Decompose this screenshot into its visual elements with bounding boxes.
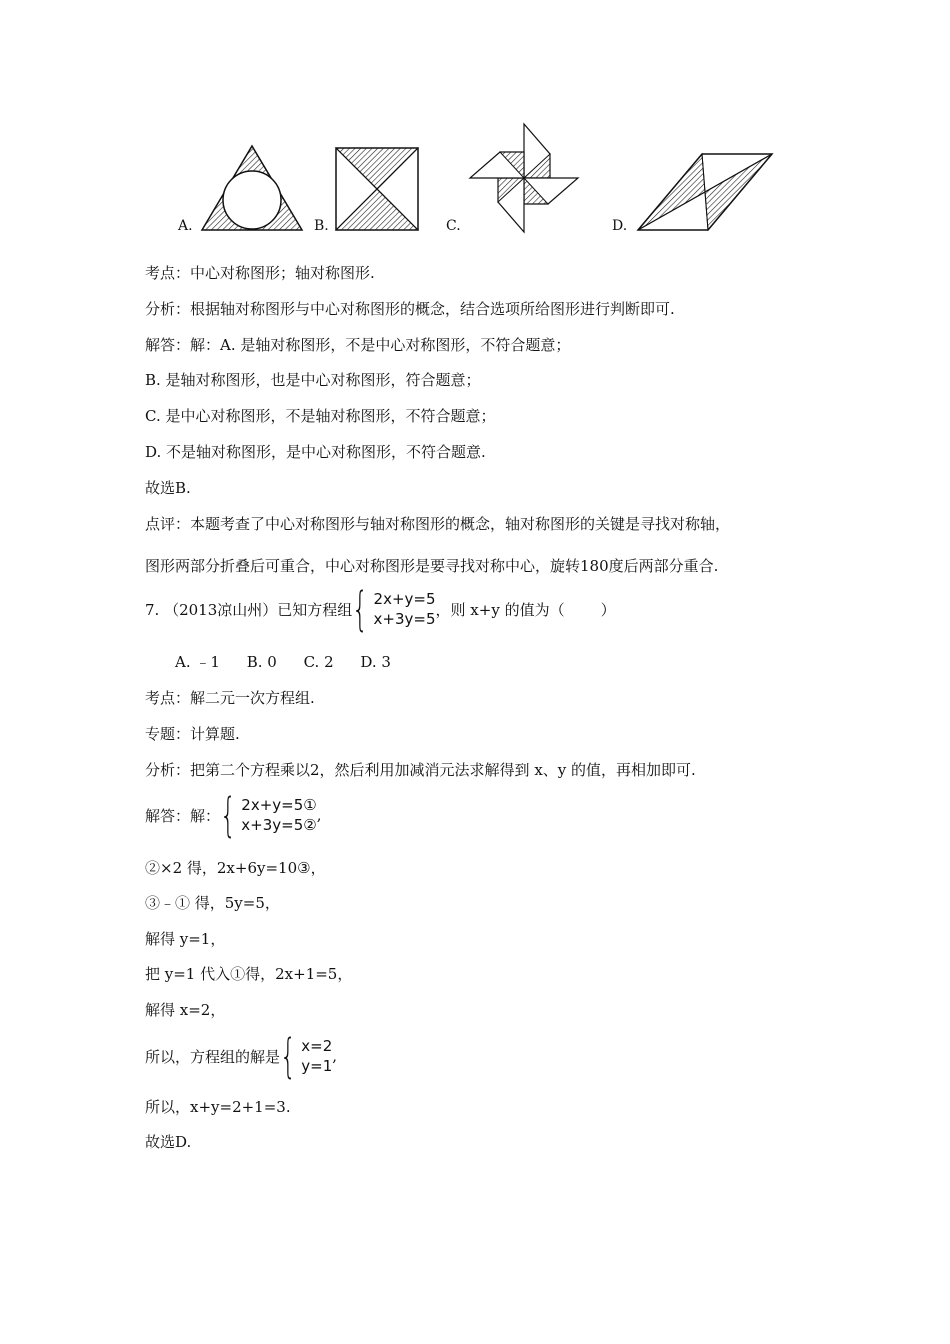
- q7-stem-close: ）: [600, 600, 616, 619]
- q6-kaodian: 考点：中心对称图形；轴对称图形.: [145, 264, 375, 282]
- q6-fenxi: 分析：根据轴对称图形与中心对称图形的概念，结合选项所给图形进行判断即可.: [145, 300, 675, 318]
- q7-zhuanti: 专题：计算题.: [145, 725, 240, 743]
- q7-jieda-eq2: x+3y=5②: [241, 816, 317, 834]
- q7-step4: 把 y=1 代入①得，2x+1=5，: [145, 965, 353, 983]
- q7-jieda: [145, 788, 322, 842]
- q6-jieda-b: B. 是轴对称图形，也是中心对称图形，符合题意；: [145, 371, 481, 389]
- q7-options: [175, 652, 413, 672]
- q6-jieda-d: D. 不是轴对称图形，是中心对称图形，不符合题意.: [145, 443, 486, 461]
- figure-options-row: [170, 118, 790, 243]
- figure-d-parallelogram: [638, 154, 772, 230]
- figure-d-label: D.: [612, 218, 628, 234]
- q7-sol-prefix: 所以，方程组的解是: [145, 1047, 281, 1066]
- figure-b-square-diagonals: [336, 148, 418, 230]
- q7-sol-brace: {: [280, 1029, 297, 1083]
- q7-option-c: C. 2: [303, 653, 334, 671]
- q7-sol-comma: ,: [332, 1047, 338, 1065]
- q6-jieda-a: 解答：解：A. 是轴对称图形，不是中心对称图形，不符合题意；: [145, 336, 571, 354]
- q7-step1: ②×2 得，2x+6y=10③，: [145, 859, 326, 877]
- q7-option-b: B. 0: [246, 653, 277, 671]
- q7-eq2: x+3y=5: [373, 610, 436, 628]
- q6-guxuan: 故选B.: [145, 479, 191, 497]
- q7-eq1: 2x+y=5: [373, 590, 436, 608]
- q7-kaodian: 考点：解二元一次方程组.: [145, 689, 315, 707]
- figure-c-pinwheel: [470, 124, 578, 232]
- q6-dianping-1: 点评：本题考查了中心对称图形与轴对称图形的概念，轴对称图形的关键是寻找对称轴，: [145, 515, 731, 533]
- q7-sum: 所以，x+y=2+1=3.: [145, 1098, 291, 1116]
- q7-option-a: A. ﹣1: [175, 653, 220, 671]
- q7-jieda-brace: {: [220, 788, 237, 842]
- q7-jieda-prefix: 解答：解：: [145, 806, 221, 825]
- q7-sol-eq1: x=2: [301, 1037, 333, 1055]
- figure-a-triangle-circle: [202, 146, 302, 230]
- q7-jieda-comma: ,: [316, 806, 322, 824]
- q7-option-d: D. 3: [360, 653, 391, 671]
- q7-stem-suffix: ，则 x+y 的值为（: [435, 600, 565, 619]
- q7-stem-prefix: 7. （2013凉山州）已知方程组: [145, 600, 353, 619]
- q7-equation-system: [374, 589, 436, 629]
- q6-jieda-c: C. 是中心对称图形，不是轴对称图形，不符合题意；: [145, 407, 496, 425]
- q7-fenxi: 分析：把第二个方程乘以2，然后利用加减消元法求解得到 x、y 的值，再相加即可.: [145, 761, 696, 779]
- q7-sol-eq2: y=1: [301, 1057, 333, 1075]
- q7-solution: [145, 1029, 338, 1083]
- q6-dianping-2: 图形两部分折叠后可重合，中心对称图形是要寻找对称中心，旋转180度后两部分重合.: [145, 557, 719, 575]
- figure-b-label: B.: [314, 218, 329, 234]
- q7-step3: 解得 y=1，: [145, 930, 226, 948]
- q7-brace: {: [352, 582, 369, 636]
- q7-sol-system: [301, 1036, 332, 1076]
- q7-guxuan: 故选D.: [145, 1133, 192, 1151]
- q7-step2: ③﹣① 得，5y=5，: [145, 894, 280, 912]
- q7-step5: 解得 x=2，: [145, 1001, 226, 1019]
- q7-stem: [145, 582, 616, 636]
- q7-jieda-eq1: 2x+y=5①: [241, 796, 317, 814]
- figures-svg: [170, 118, 790, 243]
- q7-jieda-system: [241, 795, 316, 835]
- figure-a-label: A.: [178, 218, 193, 234]
- figure-c-label: C.: [446, 218, 461, 234]
